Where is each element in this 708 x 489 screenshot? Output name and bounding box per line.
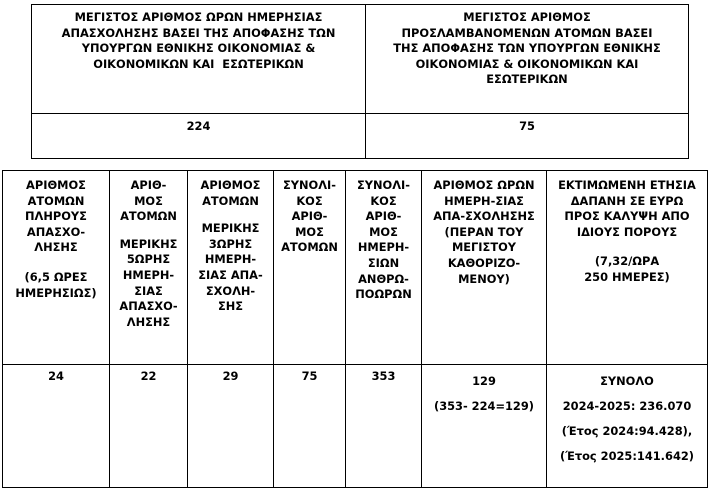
staffing-table <box>2 170 708 488</box>
col-header-annual-cost <box>547 171 708 365</box>
total-persons-value: 75 <box>274 365 346 488</box>
header-line: ΗΜΕΡΗ- <box>122 267 175 282</box>
header-line: ΣΥΝΟΛΙ- <box>282 178 337 192</box>
max-hours-value: 224 <box>32 114 366 159</box>
header-line: ΛΗΣΗΣ <box>126 314 171 329</box>
col-header-full-time <box>3 171 110 365</box>
total-label: ΣΥΝΟΛΟ <box>600 374 654 388</box>
full-time-count: 24 <box>3 365 110 488</box>
max-hours-header <box>32 5 366 114</box>
staffing-header-row <box>3 171 708 365</box>
header-line: ΚΑΘΟΡΙΖΟ- <box>447 255 521 270</box>
header-line: ΗΜΕΡΗ- <box>204 252 257 267</box>
header-line: ΣΙΑΣ <box>134 283 163 298</box>
extra-hours-calculation: (353- 224=129) <box>434 399 534 413</box>
header-line: ΑΡΙΘΜΟΣ ΩΡΩΝ <box>433 178 535 192</box>
header-line: ΣΧΟΛΗ- <box>205 283 256 298</box>
header-line: ΑΡΙΘ- <box>130 178 167 192</box>
header-line: ΑΡΙΘΜΟΣ <box>26 178 86 192</box>
max-limits-value-row <box>32 114 689 159</box>
header-line: ΤΗΣ ΑΠΟΦΑΣΗΣ ΤΩΝ ΥΠΟΥΡΓΩΝ ΕΘΝΙΚΗΣ <box>393 41 661 56</box>
header-line: ΑΤΟΜΩΝ <box>120 209 177 224</box>
header-line: ΣΙΩΝ <box>367 255 400 270</box>
header-line: ΗΜΕΡΗΣΙΩΣ) <box>15 285 97 300</box>
header-line: (6,5 ΩΡΕΣ <box>24 269 88 284</box>
col-header-total-person-days <box>346 171 422 365</box>
header-line: ΑΤΟΜΩΝ <box>281 240 338 255</box>
header-line: ΜΟΣ <box>295 224 324 239</box>
header-line: ΠΟΩΡΩΝ <box>355 287 412 302</box>
extra-hours-value: 129 <box>472 374 496 388</box>
header-line: ΜΕΡΙΚΗΣ <box>119 236 178 251</box>
max-hires-value: 75 <box>366 114 689 159</box>
header-line: ΑΠΑΣΧΟ- <box>26 224 86 239</box>
header-line: ΑΡΙΘ- <box>365 209 402 224</box>
col-header-part-time-3h <box>188 171 274 365</box>
header-line: ΜΕΓΙΣΤΟΣ ΑΡΙΘΜΟΣ ΩΡΩΝ ΗΜΕΡΗΣΙΑΣ <box>74 10 323 24</box>
header-line: ΗΜΕΡΗ- <box>357 240 410 255</box>
header-line: ΜΟΣ <box>134 193 163 208</box>
header-line: ΚΟΣ <box>296 193 323 208</box>
header-line: 5ΩΡΗΣ <box>126 252 171 267</box>
staffing-value-row <box>3 365 708 488</box>
header-line: ΗΜΕΡΗ-ΣΙΑΣ <box>444 193 524 208</box>
cost-2024: (Έτος 2024:94.428), <box>561 424 693 438</box>
header-line: ΜΕΓΙΣΤΟΥ <box>451 240 517 255</box>
annual-cost-cell <box>547 365 708 488</box>
header-line: (ΠΕΡΑΝ ΤΟΥ <box>444 224 524 239</box>
header-line: ΑΠΑΣΧΟ- <box>119 299 178 314</box>
header-line: ΠΛΗΡΟΥΣ <box>25 209 87 224</box>
part-time-3h-count: 29 <box>188 365 274 488</box>
part-time-5h-count: 22 <box>110 365 188 488</box>
header-line: ΙΔΙΟΥΣ ΠΟΡΟΥΣ <box>576 224 678 239</box>
header-line: ΔΑΠΑΝΗ ΣΕ ΕΥΡΩ <box>570 193 684 208</box>
header-line: ΣΙΑΣ ΑΠΑ- <box>198 267 263 282</box>
header-line: ΑΠΑ-ΣΧΟΛΗΣΗΣ <box>433 209 535 224</box>
cost-2025: (Έτος 2025:141.642) <box>560 449 694 463</box>
max-limits-table <box>31 4 689 159</box>
header-line: ΜΟΣ <box>369 224 398 239</box>
extra-hours-cell <box>422 365 547 488</box>
col-header-part-time-5h <box>110 171 188 365</box>
total-person-days-value: 353 <box>346 365 422 488</box>
col-header-extra-hours <box>422 171 547 365</box>
header-line: ΟΙΚΟΝΟΜΙΚΩΝ ΚΑΙ ΕΣΩΤΕΡΙΚΩΝ <box>93 56 304 71</box>
header-line: ΑΤΟΜΩΝ <box>27 193 85 208</box>
header-line: ΥΠΟΥΡΓΩΝ ΕΘΝΙΚΗΣ ΟΙΚΟΝΟΜΙΑΣ & <box>81 41 316 56</box>
header-line: 250 ΗΜΕΡΕΣ) <box>584 269 670 284</box>
header-line: ΛΗΣΗΣ <box>34 240 78 255</box>
header-line: ΑΤΟΜΩΝ <box>202 193 259 208</box>
header-line: ΑΠΑΣΧΟΛΗΣΗΣ ΒΑΣΕΙ ΤΗΣ ΑΠΟΦΑΣΗΣ ΤΩΝ <box>61 25 336 40</box>
header-line: ΑΡΙΘ- <box>291 209 328 224</box>
header-line: ΚΟΣ <box>370 193 397 208</box>
header-line: ΟΙΚΟΝΟΜΙΑΣ & ΟΙΚΟΝΟΜΙΚΩΝ ΚΑΙ <box>415 56 639 71</box>
header-line: ΜΕΝΟΥ) <box>458 271 510 286</box>
max-limits-header-row <box>32 5 689 114</box>
col-header-total-persons <box>274 171 346 365</box>
header-line: (7,32/ΩΡΑ <box>594 254 660 269</box>
header-line: ΠΡΟΣΛΑΜΒΑΝΟΜΕΝΩΝ ΑΤΟΜΩΝ ΒΑΣΕΙ <box>401 25 653 40</box>
max-hires-header <box>366 5 689 114</box>
header-line: ΕΚΤΙΜΩΜΕΝΗ ΕΤΗΣΙΑ <box>558 178 696 192</box>
header-line: ΕΣΩΤΕΡΙΚΩΝ <box>486 72 568 87</box>
header-line: 3ΩΡΗΣ <box>208 236 253 251</box>
header-line: ΣΥΝΟΛΙ- <box>356 178 411 192</box>
header-line: ΣΗΣ <box>217 299 244 314</box>
cost-2024-2025: 2024-2025: 236.070 <box>562 399 692 413</box>
header-line: ΜΕΡΙΚΗΣ <box>201 221 260 236</box>
header-line: ΑΝΘΡΩ- <box>358 271 409 286</box>
header-line: ΠΡΟΣ ΚΑΛΥΨΗ ΑΠΟ <box>564 209 690 224</box>
header-line: ΑΡΙΘΜΟΣ <box>200 178 261 192</box>
header-line: ΜΕΓΙΣΤΟΣ ΑΡΙΘΜΟΣ <box>463 10 591 24</box>
